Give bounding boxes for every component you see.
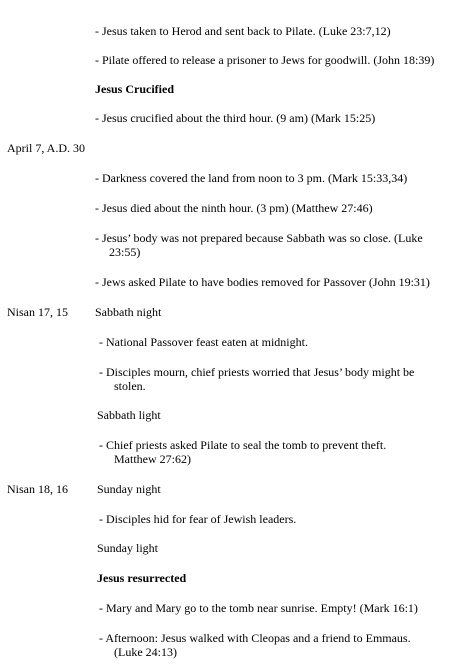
bullet-seal-tomb-cont: Matthew 27:62)	[114, 452, 191, 466]
section-sabbath-light: Sabbath light	[97, 408, 161, 422]
bullet-pilate-release: - Pilate offered to release a prisoner to Jews for goodwill. (John 18:39)	[95, 53, 435, 67]
section-sunday-night: Sunday night	[97, 482, 161, 496]
bullet-empty-tomb: - Mary and Mary go to the tomb near sunrise. Empty! (Mark 16:1)	[99, 601, 418, 615]
bullet-ninth-hour: - Jesus died about the ninth hour. (3 pm) (Matthew 27:46)	[95, 201, 373, 215]
bullet-disciples-mourn: - Disciples mourn, chief priests worried that Jesus’ body might be	[99, 365, 415, 379]
bullet-darkness: - Darkness covered the land from noon to 3 pm. (Mark 15:33,34)	[95, 171, 408, 185]
bullet-bodies-removed: - Jews asked Pilate to have bodies removed for Passover (John 19:31)	[95, 275, 430, 289]
bullet-seal-tomb: - Chief priests asked Pilate to seal the tomb to prevent theft.	[99, 438, 387, 452]
heading-jesus-resurrected: Jesus resurrected	[97, 571, 187, 585]
bullet-body-not-prepared: - Jesus’ body was not prepared because Sabbath was so close. (Luke	[95, 231, 423, 245]
date-april-7: April 7, A.D. 30	[7, 141, 85, 155]
bullet-emmaus-cont: (Luke 24:13)	[114, 645, 177, 659]
bullet-herod: - Jesus taken to Herod and sent back to Pilate. (Luke 23:7,12)	[95, 24, 391, 38]
heading-jesus-crucified: Jesus Crucified	[95, 82, 174, 96]
section-sabbath-night: Sabbath night	[95, 305, 162, 319]
bullet-emmaus: - Afternoon: Jesus walked with Cleopas and a friend to Emmaus.	[99, 631, 411, 645]
bullet-disciples-mourn-cont: stolen.	[114, 379, 146, 393]
bullet-third-hour: - Jesus crucified about the third hour. (9 am) (Mark 15:25)	[95, 111, 376, 125]
section-sunday-light: Sunday light	[97, 541, 159, 555]
bullet-passover-feast: - National Passover feast eaten at midnight.	[99, 335, 308, 349]
date-nisan-18: Nisan 18, 16	[7, 482, 68, 496]
date-nisan-17: Nisan 17, 15	[7, 305, 68, 319]
bullet-disciples-hid: - Disciples hid for fear of Jewish leaders.	[99, 512, 297, 526]
bullet-body-not-prepared-cont: 23:55)	[109, 245, 141, 259]
